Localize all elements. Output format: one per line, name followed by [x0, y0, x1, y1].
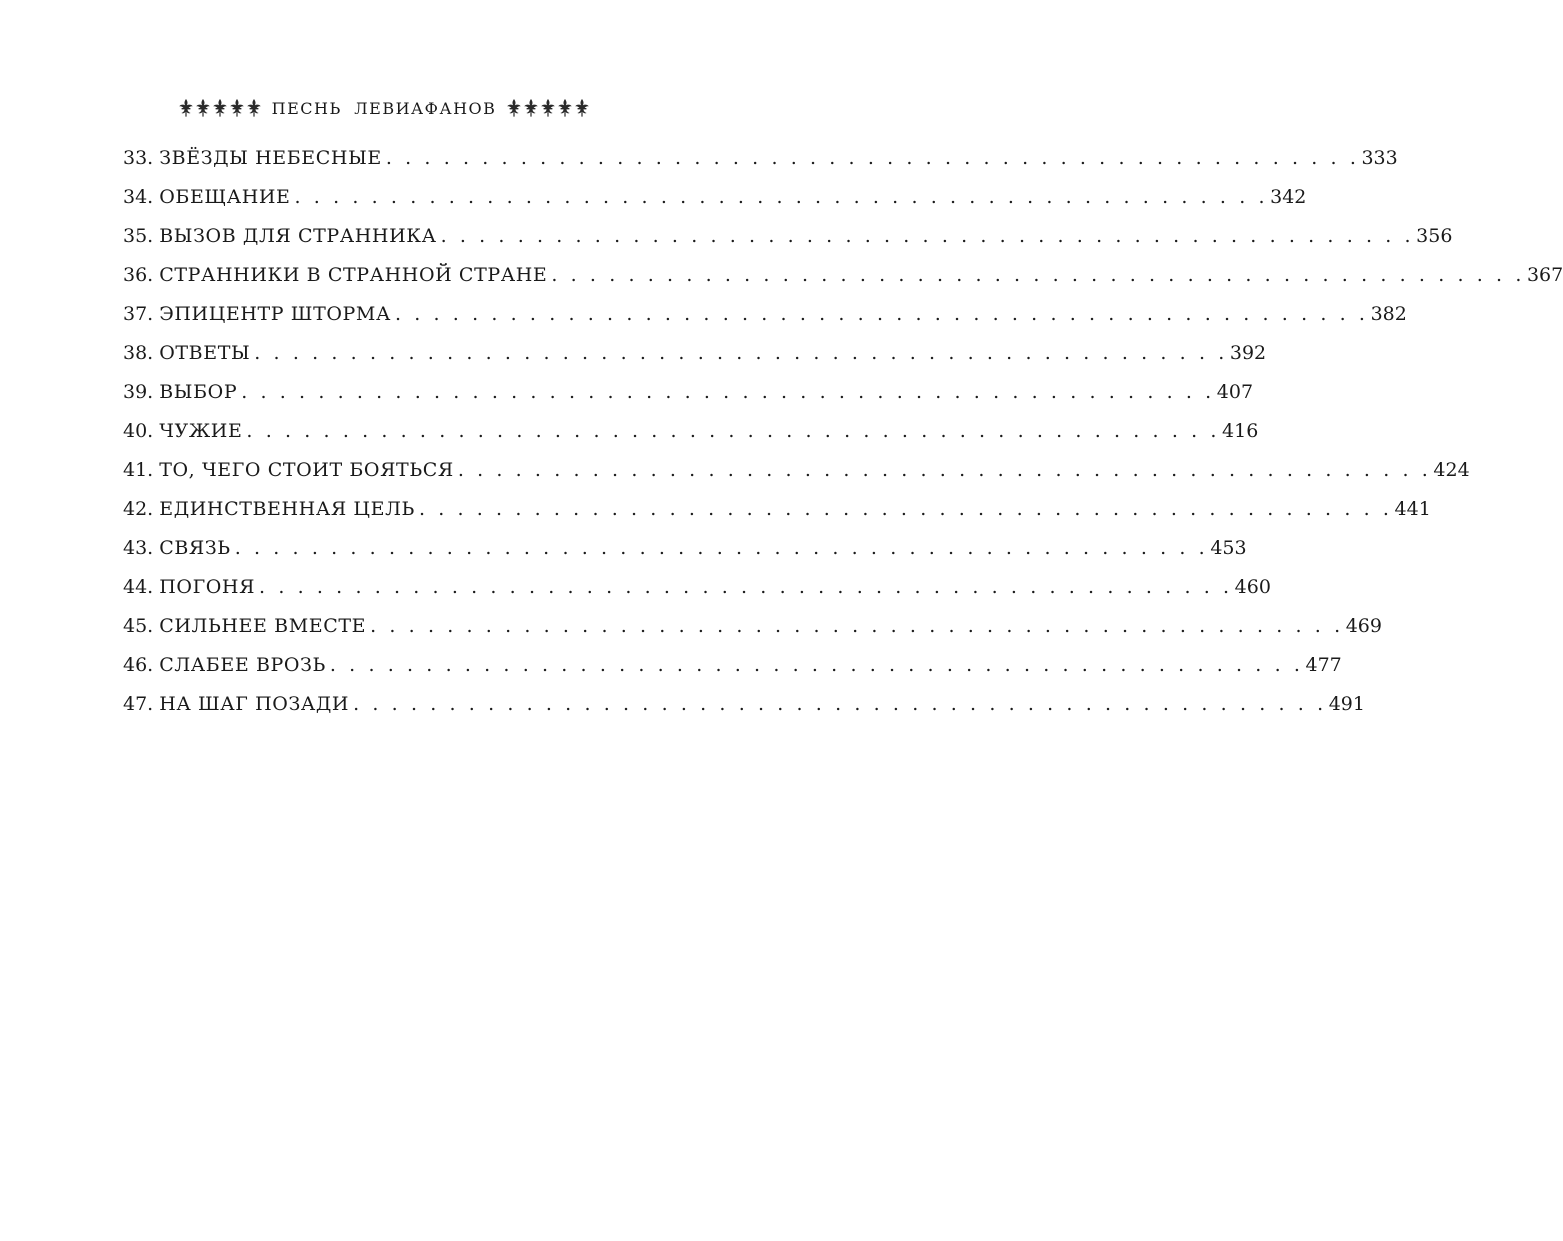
dot-leader: . . . . . . . . . . . . . . . . . . . . . . . . . . . . . . . . . . . . . . . . . . . . . . . . . . . [246, 420, 1221, 442]
fleur-de-lis-icon [212, 98, 228, 118]
chapter-title: ЧУЖИЕ [159, 420, 243, 442]
running-head [0, 96, 768, 120]
ornament-left [178, 98, 262, 118]
page-number: 441 [1394, 498, 1431, 520]
toc-entry[interactable] [123, 490, 1431, 529]
chapter-title: ЗВЁЗДЫ НЕБЕСНЫЕ [159, 147, 382, 169]
chapter-number: 39. [123, 381, 154, 403]
page-number: 469 [1345, 615, 1382, 637]
fleur-de-lis-icon [178, 98, 194, 118]
toc-entry[interactable] [123, 607, 1382, 646]
toc-entry[interactable] [123, 568, 1271, 607]
chapter-number: 43. [123, 537, 154, 559]
toc-entry[interactable] [123, 529, 1247, 568]
chapter-title: СЛАБЕЕ ВРОЗЬ [159, 654, 326, 676]
chapter-title: СТРАННИКИ В СТРАННОЙ СТРАНЕ [159, 264, 548, 286]
toc-entry[interactable] [123, 178, 1307, 217]
page-number: 416 [1222, 420, 1259, 442]
page-number: 333 [1361, 147, 1398, 169]
chapter-title: ЭПИЦЕНТР ШТОРМА [159, 303, 391, 325]
page-number: 342 [1270, 186, 1307, 208]
ornament-right [506, 98, 590, 118]
dot-leader: . . . . . . . . . . . . . . . . . . . . . . . . . . . . . . . . . . . . . . . . . . . . . . . . . . . [551, 264, 1525, 286]
fleur-de-lis-icon [229, 98, 245, 118]
page-number: 491 [1328, 693, 1365, 715]
toc-entry[interactable] [123, 451, 1470, 490]
toc-entry[interactable] [123, 256, 1563, 295]
fleur-de-lis-icon [540, 98, 556, 118]
chapter-number: 46. [123, 654, 154, 676]
chapter-number: 38. [123, 342, 154, 364]
chapter-number: 35. [123, 225, 154, 247]
toc-entry[interactable] [123, 373, 1254, 412]
running-head-title: ПЕСНЬ ЛЕВИАФАНОВ [271, 98, 497, 118]
page-number: 356 [1416, 225, 1453, 247]
chapter-title: ОТВЕТЫ [159, 342, 251, 364]
page-number: 382 [1370, 303, 1407, 325]
dot-leader: . . . . . . . . . . . . . . . . . . . . . . . . . . . . . . . . . . . . . . . . . . . . . . . . . . . [418, 498, 1393, 520]
chapter-title: ТО, ЧЕГО СТОИТ БОЯТЬСЯ [159, 459, 454, 481]
chapter-number: 36. [123, 264, 154, 286]
page-number: 407 [1216, 381, 1254, 403]
fleur-de-lis-icon [195, 98, 211, 118]
chapter-number: 33. [123, 147, 154, 169]
dot-leader: . . . . . . . . . . . . . . . . . . . . . . . . . . . . . . . . . . . . . . . . . . . . . . . . . . . [394, 303, 1369, 325]
page-number: 453 [1210, 537, 1247, 559]
chapter-title: ЕДИНСТВЕННАЯ ЦЕЛЬ [159, 498, 415, 520]
toc-entry[interactable] [123, 217, 1453, 256]
chapter-title: НА ШАГ ПОЗАДИ [159, 693, 350, 715]
chapter-title: ПОГОНЯ [159, 576, 256, 598]
fleur-de-lis-icon [506, 98, 522, 118]
dot-leader: . . . . . . . . . . . . . . . . . . . . . . . . . . . . . . . . . . . . . . . . . . . . . . . . . . . [259, 576, 1233, 598]
chapter-title: СВЯЗЬ [159, 537, 231, 559]
dot-leader: . . . . . . . . . . . . . . . . . . . . . . . . . . . . . . . . . . . . . . . . . . . . . . . . . . . [370, 615, 1344, 637]
chapter-number: 47. [123, 693, 154, 715]
dot-leader: . . . . . . . . . . . . . . . . . . . . . . . . . . . . . . . . . . . . . . . . . . . . . . . . . . . [457, 459, 1432, 481]
toc-entry[interactable] [123, 646, 1342, 685]
chapter-title: СИЛЬНЕЕ ВМЕСТЕ [159, 615, 367, 637]
page-number: 477 [1305, 654, 1342, 676]
toc-entry[interactable] [123, 412, 1259, 451]
toc-entry[interactable] [123, 685, 1365, 724]
toc-entry[interactable] [123, 334, 1267, 373]
fleur-de-lis-icon [523, 98, 539, 118]
page-number: 367 [1526, 264, 1563, 286]
fleur-de-lis-icon [574, 98, 590, 118]
dot-leader: . . . . . . . . . . . . . . . . . . . . . . . . . . . . . . . . . . . . . . . . . . . . . . . . . . . [353, 693, 1327, 715]
chapter-number: 41. [123, 459, 154, 481]
table-of-contents [123, 139, 1563, 724]
dot-leader: . . . . . . . . . . . . . . . . . . . . . . . . . . . . . . . . . . . . . . . . . . . . . . . . . . . [440, 225, 1415, 247]
chapter-number: 40. [123, 420, 154, 442]
dot-leader: . . . . . . . . . . . . . . . . . . . . . . . . . . . . . . . . . . . . . . . . . . . . . . . . . . . [234, 537, 1209, 559]
chapter-number: 37. [123, 303, 154, 325]
chapter-title: ВЫБОР [159, 381, 238, 403]
chapter-title: ВЫЗОВ ДЛЯ СТРАННИКА [159, 225, 437, 247]
fleur-de-lis-icon [557, 98, 573, 118]
dot-leader: . . . . . . . . . . . . . . . . . . . . . . . . . . . . . . . . . . . . . . . . . . . . . . . . . . . [294, 186, 1269, 208]
chapter-title: ОБЕЩАНИЕ [159, 186, 291, 208]
page-number: 424 [1433, 459, 1470, 481]
chapter-number: 42. [123, 498, 154, 520]
dot-leader: . . . . . . . . . . . . . . . . . . . . . . . . . . . . . . . . . . . . . . . . . . . . . . . . . . . [254, 342, 1228, 364]
dot-leader: . . . . . . . . . . . . . . . . . . . . . . . . . . . . . . . . . . . . . . . . . . . . . . . . . . . [329, 654, 1304, 676]
dot-leader: . . . . . . . . . . . . . . . . . . . . . . . . . . . . . . . . . . . . . . . . . . . . . . . . . . . [241, 381, 1215, 403]
toc-entry[interactable] [123, 139, 1398, 178]
fleur-de-lis-icon [246, 98, 262, 118]
chapter-number: 34. [123, 186, 154, 208]
toc-entry[interactable] [123, 295, 1407, 334]
chapter-number: 45. [123, 615, 154, 637]
page-number: 460 [1234, 576, 1271, 598]
page-number: 392 [1229, 342, 1267, 364]
chapter-number: 44. [123, 576, 154, 598]
dot-leader: . . . . . . . . . . . . . . . . . . . . . . . . . . . . . . . . . . . . . . . . . . . . . . . . . . . [385, 147, 1360, 169]
